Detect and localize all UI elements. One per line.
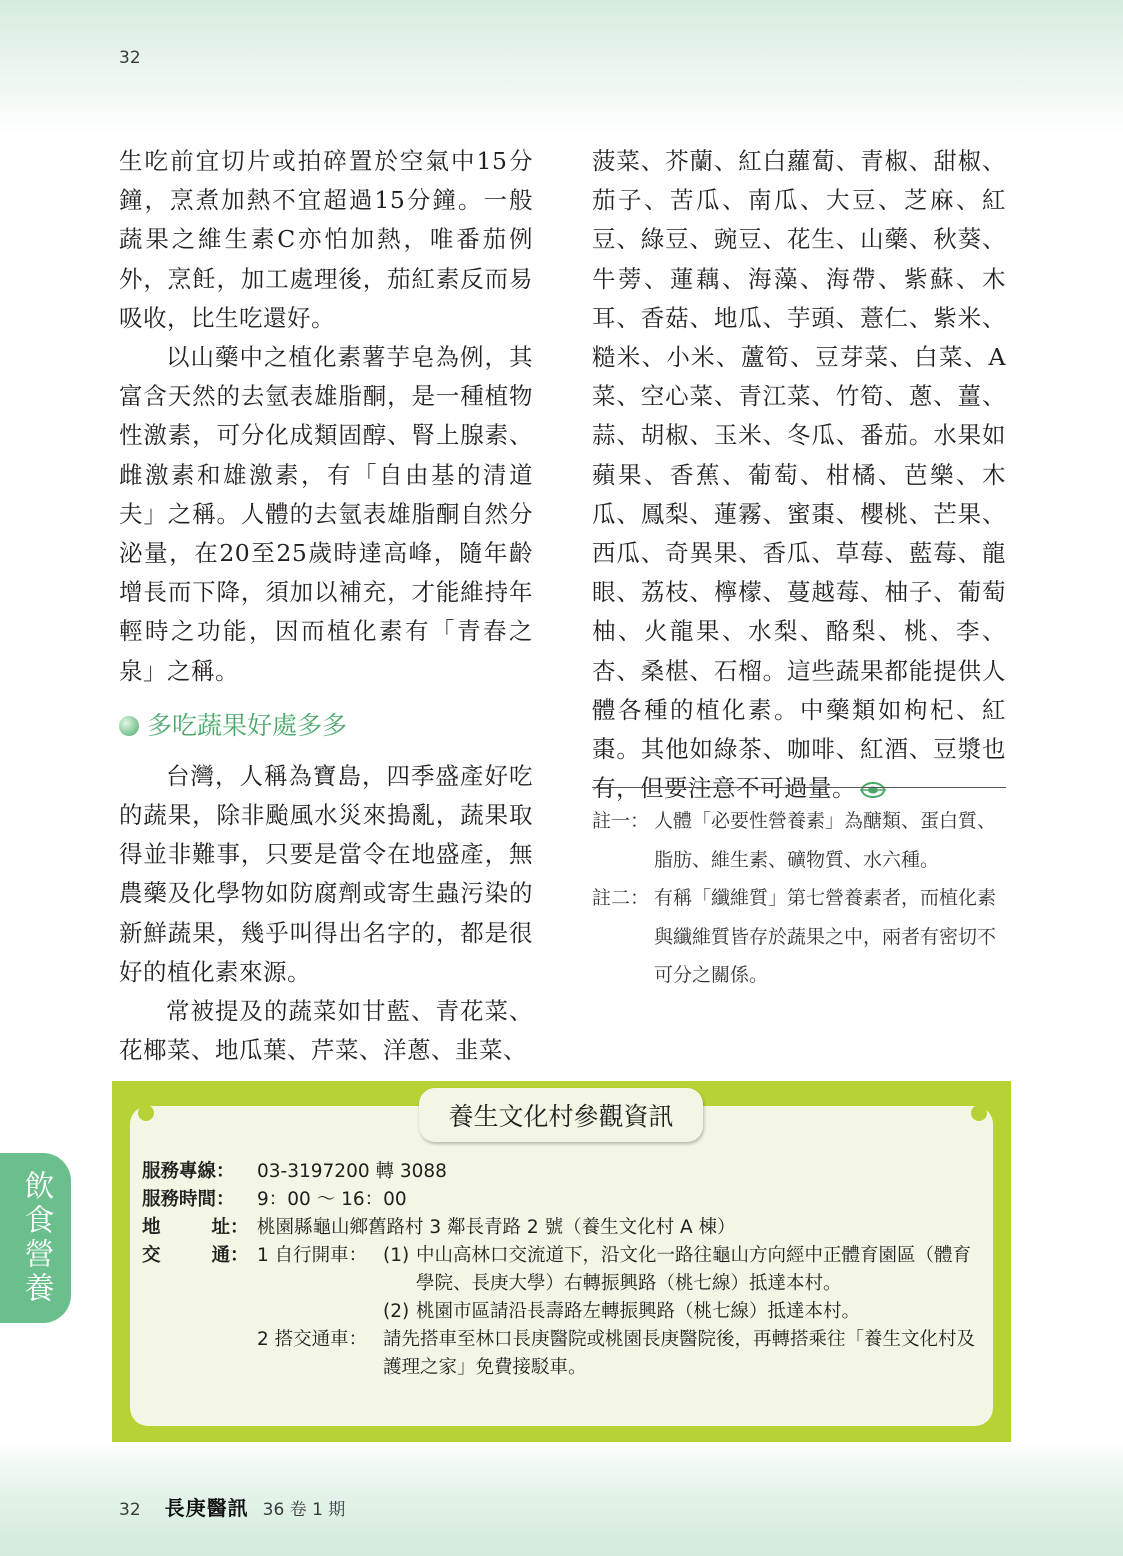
drive-option-number: (2) bbox=[383, 1301, 410, 1322]
transport-value bbox=[257, 1242, 987, 1382]
side-tab-label: 飲食營養 bbox=[18, 1170, 54, 1306]
info-row-transport bbox=[142, 1242, 987, 1382]
transport-label bbox=[142, 1242, 257, 1382]
page-number-bottom: 32 bbox=[119, 1500, 141, 1520]
footnote-label: 註二： bbox=[592, 887, 650, 909]
paragraph: 生吃前宜切片或拍碎置於空氣中15分鐘，烹煮加熱不宜超過15分鐘。一般蔬果之維生素C亦怕加熱，唯番茄例外，烹飪，加工處理後，茄紅素反而易吸收，比生吃還好。 bbox=[119, 147, 533, 332]
left-column bbox=[119, 142, 533, 1070]
drive-option-number: (1) bbox=[383, 1245, 410, 1266]
footnote bbox=[592, 802, 1006, 879]
section-heading-text: 多吃蔬果好處多多 bbox=[147, 710, 348, 740]
transport-label-char: 通 bbox=[211, 1245, 230, 1266]
info-row-address bbox=[142, 1214, 987, 1242]
info-box-title: 養生文化村參觀資訊 bbox=[419, 1088, 703, 1142]
info-row-hotline bbox=[142, 1158, 987, 1186]
transport-label-char: 交 bbox=[142, 1245, 161, 1266]
paragraph: 以山藥中之植化素薯芋皂為例，其富含天然的去氫表雄脂酮，是一種植物性激素，可分化成類固醇、腎上腺素、雌激素和雄激素，有「自由基的清道夫」之稱。人體的去氫表雄脂酮自然分泌量，在20至25歲時達高峰，隨年齡增長而下降，須加以補充，才能維持年輕時之功能，因而植化素有「青春之泉」之稱。 bbox=[119, 343, 533, 685]
drive-option-text: 中山高林口交流道下，沿文化一路往龜山方向經中正體育園區（體育學院、長庚大學）右轉振興路（桃七線）抵達本村。 bbox=[416, 1245, 972, 1294]
right-column bbox=[592, 142, 1006, 808]
info-box-body bbox=[142, 1158, 987, 1382]
footnotes bbox=[592, 787, 1006, 995]
address-value: 桃園縣龜山鄉舊路村 3 鄰長青路 2 號（養生文化村 A 棟） bbox=[257, 1217, 736, 1238]
bullet-icon bbox=[119, 716, 139, 736]
footnote-text: 有稱「纖維質」第七營養素者，而植化素與纖維質皆存於蔬果之中，兩者有密切不可分之關係。 bbox=[654, 887, 997, 986]
transport-label-spread bbox=[142, 1242, 230, 1382]
magazine-logo: 長庚醫訊 bbox=[164, 1496, 249, 1520]
shuttle-text: 請先搭車至林口長庚醫院或桃園長庚醫院後，再轉搭乘往「養生文化村及護理之家」免費接駁車。 bbox=[383, 1329, 976, 1378]
section-side-tab bbox=[0, 1153, 71, 1323]
paragraph-text: 菠菜、芥蘭、紅白蘿蔔、青椒、甜椒、茄子、苦瓜、南瓜、大豆、芝麻、紅豆、綠豆、豌豆、花生、山藥、秋葵、牛蒡、蓮藕、海藻、海帶、紫蘇、木耳、香菇、地瓜、芋頭、薏仁、紫米、糙米、小米、蘆筍、豆芽菜、白菜、A菜、空心菜、青江菜、竹筍、蔥、薑、蒜、胡椒、玉米、冬瓜、番茄。水果如蘋果、香蕉、葡萄、柑橘、芭樂、木瓜、鳳梨、蓮霧、蜜棗、櫻桃、芒果、西瓜、奇異果、香瓜、草莓、藍莓、龍眼、荔枝、檸檬、蔓越莓、柚子、葡萄柚、火龍果、水梨、酪梨、桃、李、杏、桑椹、石榴。這些蔬果都能提供人體各種的植化素。中藥類如枸杞、紅棗。其他如綠茶、咖啡、紅酒、豆漿也有，但要注意不可過量。 bbox=[592, 147, 1006, 803]
hotline-label: 服務專線： bbox=[142, 1161, 235, 1182]
issue-label: 36 卷 1 期 bbox=[262, 1500, 346, 1520]
drive-option bbox=[383, 1298, 987, 1326]
dot-icon bbox=[138, 1105, 154, 1121]
section-heading bbox=[119, 709, 533, 743]
footnote-label: 註一： bbox=[592, 810, 650, 832]
footnote-text: 人體「必要性營養素」為醣類、蛋白質、脂肪、維生素、礦物質、水六種。 bbox=[654, 810, 997, 871]
drive-option-text: 桃園市區請沿長壽路左轉振興路（桃七線）抵達本村。 bbox=[416, 1301, 861, 1322]
header-band bbox=[0, 0, 1123, 135]
drive-option bbox=[383, 1242, 987, 1298]
info-row-hours bbox=[142, 1186, 987, 1214]
address-label bbox=[142, 1214, 257, 1242]
shuttle-label: 2 搭交通車： bbox=[257, 1329, 368, 1350]
label-colon: ： bbox=[230, 1245, 249, 1266]
drive-options bbox=[383, 1242, 987, 1326]
address-label-spread bbox=[142, 1214, 230, 1242]
hotline-value: 03-3197200 轉 3088 bbox=[257, 1161, 447, 1182]
page-number-top: 32 bbox=[119, 48, 141, 68]
drive-label: 1 自行開車： bbox=[257, 1245, 368, 1266]
hours-value: 9：00 ～ 16：00 bbox=[257, 1189, 407, 1210]
transport-shuttle bbox=[257, 1326, 987, 1382]
address-label-char: 址 bbox=[211, 1217, 230, 1238]
address-label-char: 地 bbox=[142, 1217, 161, 1238]
transport-drive bbox=[257, 1242, 987, 1326]
hours-label: 服務時間： bbox=[142, 1189, 235, 1210]
dot-icon bbox=[971, 1105, 987, 1121]
page-footer bbox=[119, 1492, 345, 1521]
footnote bbox=[592, 879, 1006, 995]
paragraph: 台灣，人稱為寶島，四季盛產好吃的蔬果，除非颱風水災來搗亂，蔬果取得並非難事，只要是當令在地盛產，無農藥及化學物如防腐劑或寄生蟲污染的新鮮蔬果，幾乎叫得出名字的，都是很好的植化素來源。 bbox=[119, 761, 533, 986]
paragraph: 常被提及的蔬菜如甘藍、青花菜、花椰菜、地瓜葉、芹菜、洋蔥、韭菜、 bbox=[119, 997, 533, 1065]
paragraph bbox=[592, 142, 1006, 808]
label-colon: ： bbox=[230, 1217, 249, 1238]
